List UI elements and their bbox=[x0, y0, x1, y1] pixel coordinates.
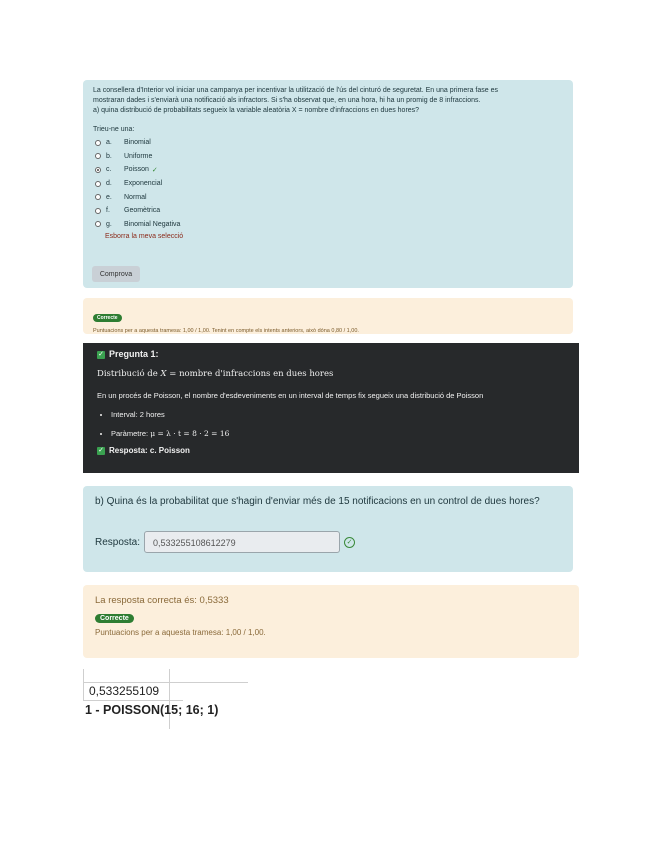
option-label: Geomètrica bbox=[124, 207, 161, 215]
option-letter: c. bbox=[106, 166, 112, 174]
feedback-b-panel bbox=[83, 585, 579, 658]
distribution-line: Distribució de X = nombre d'infraccions en dues hores bbox=[97, 369, 334, 379]
radio-button[interactable] bbox=[95, 167, 101, 173]
correct-badge: Correcte bbox=[95, 614, 134, 623]
option-letter: f. bbox=[106, 207, 110, 215]
spreadsheet-cell-value[interactable]: 0,533255109 bbox=[89, 684, 160, 698]
radio-button[interactable] bbox=[95, 153, 101, 159]
feedback-b-score: Puntuacions per a aquesta tramesa: 1,00 / 1,00. bbox=[95, 628, 266, 637]
correct-answer-text: La resposta correcta és: 0,5333 bbox=[95, 595, 229, 606]
option-letter: a. bbox=[106, 139, 112, 147]
question-a-statement-2: mostraran dades i s'enviarà una notificació als infractors. Si s'ha observat que, en una hora, hi ha un promig de 8 infraccions. bbox=[93, 97, 481, 104]
check-icon: ✓ bbox=[98, 446, 104, 454]
explanation-title: ✓ Pregunta 1: bbox=[98, 349, 159, 359]
poisson-process-text: En un procés de Poisson, el nombre d'esdeveniments en un interval de temps fix segueix una distribució de Poisson bbox=[97, 391, 484, 400]
explanation-answer: ✓ Resposta: c. Poisson bbox=[98, 446, 190, 455]
correct-check-icon: ✓ bbox=[151, 166, 158, 174]
question-a-statement-3: a) quina distribució de probabilitats segueix la variable aleatòria X = nombre d'infraccions en dues hores? bbox=[93, 107, 420, 114]
radio-button[interactable] bbox=[95, 208, 101, 214]
correct-check-icon: ✓ bbox=[344, 537, 355, 548]
answer-input[interactable]: 0,533255108612279 bbox=[144, 531, 340, 553]
option-label: Binomial bbox=[124, 139, 151, 147]
question-b-panel bbox=[83, 486, 573, 572]
option-geomètrica[interactable] bbox=[93, 204, 563, 218]
correct-badge: Correcte bbox=[93, 314, 122, 322]
grid-line bbox=[83, 669, 84, 701]
option-letter: g. bbox=[106, 220, 112, 228]
option-letter: e. bbox=[106, 193, 112, 201]
explanation-list bbox=[97, 410, 565, 438]
option-binomial-negativa[interactable] bbox=[93, 218, 563, 232]
radio-button[interactable] bbox=[95, 194, 101, 200]
grid-line bbox=[169, 669, 170, 729]
feedback-a-panel bbox=[83, 298, 573, 334]
option-label: Poisson bbox=[124, 166, 149, 174]
question-a-panel bbox=[83, 80, 573, 288]
spreadsheet-formula: 1 - POISSON(15; 16; 1) bbox=[85, 703, 219, 717]
option-uniforme[interactable] bbox=[93, 150, 563, 164]
explanation-panel bbox=[83, 343, 579, 473]
answer-label: Resposta: bbox=[95, 536, 141, 548]
option-label: Exponencial bbox=[124, 180, 163, 188]
radio-button[interactable] bbox=[95, 221, 101, 227]
check-button[interactable]: Comprova bbox=[92, 266, 140, 282]
radio-button[interactable] bbox=[95, 140, 101, 146]
choose-one-label: Trieu-ne una: bbox=[93, 126, 135, 133]
option-letter: b. bbox=[106, 152, 112, 160]
option-label: Binomial Negativa bbox=[124, 220, 181, 228]
answer-options bbox=[93, 136, 563, 231]
feedback-a-score: Puntuacions per a aquesta tramesa: 1,00 / 1,00. Tenint en compte els intents anteriors, això dóna 0,80 / 1,00. bbox=[93, 328, 359, 334]
question-b-text: b) Quina és la probabilitat que s'hagin d'enviar més de 15 notificacions en un control de dues hores? bbox=[95, 496, 540, 507]
question-a-statement-1: La consellera d'Interior vol iniciar una campanya per incentivar la utilització de l'ús del cinturó de seguretat. En una primera fase es bbox=[93, 87, 499, 94]
clear-selection-link[interactable]: Esborra la meva selecció bbox=[105, 233, 184, 241]
check-icon: ✓ bbox=[98, 350, 104, 358]
option-normal[interactable] bbox=[93, 190, 563, 204]
option-label: Normal bbox=[124, 193, 147, 201]
option-poisson[interactable] bbox=[93, 163, 563, 177]
option-exponencial[interactable] bbox=[93, 177, 563, 191]
interval-item: • Interval: 2 hores bbox=[111, 410, 565, 419]
option-binomial[interactable] bbox=[93, 136, 563, 150]
parameter-item: • Paràmetre: μ = λ · t = 8 · 2 = 16 bbox=[111, 429, 565, 438]
grid-line bbox=[83, 682, 248, 683]
option-label: Uniforme bbox=[124, 152, 153, 160]
grid-line bbox=[83, 700, 183, 701]
radio-button[interactable] bbox=[95, 181, 101, 187]
answer-row bbox=[95, 531, 561, 553]
spreadsheet-snippet bbox=[83, 669, 248, 729]
option-letter: d. bbox=[106, 180, 112, 188]
